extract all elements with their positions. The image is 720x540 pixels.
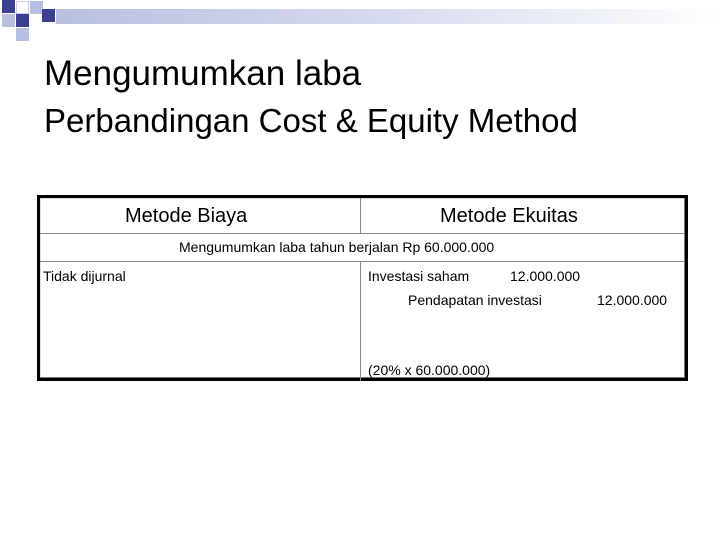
table-divider — [40, 261, 685, 262]
journal-note: (20% x 60.000.000) — [368, 362, 491, 378]
journal-credit-account: Pendapatan investasi — [408, 292, 542, 308]
journal-debit-account: Investasi saham — [368, 268, 470, 284]
cost-method-cell: Tidak dijurnal — [43, 268, 126, 284]
table-divider — [360, 261, 361, 381]
decor-square — [2, 14, 15, 27]
header-equity-method: Metode Ekuitas — [440, 205, 578, 227]
decor-square — [42, 9, 55, 22]
table-divider — [40, 233, 685, 234]
decor-square — [16, 28, 29, 41]
decor-square — [2, 0, 15, 13]
decor-square — [16, 14, 29, 27]
decor-square — [16, 1, 29, 14]
merged-row-text: Mengumumkan laba tahun berjalan Rp 60.000.000 — [179, 239, 495, 255]
journal-credit-amount: 12.000.000 — [597, 292, 668, 308]
table-divider — [360, 198, 361, 233]
decor-band — [56, 9, 720, 24]
slide-title: Mengumumkan laba — [44, 54, 362, 93]
comparison-table — [37, 195, 688, 381]
slide-subtitle: Perbandingan Cost & Equity Method — [44, 102, 578, 139]
journal-debit-amount: 12.000.000 — [510, 268, 581, 284]
header-cost-method: Metode Biaya — [125, 205, 248, 227]
